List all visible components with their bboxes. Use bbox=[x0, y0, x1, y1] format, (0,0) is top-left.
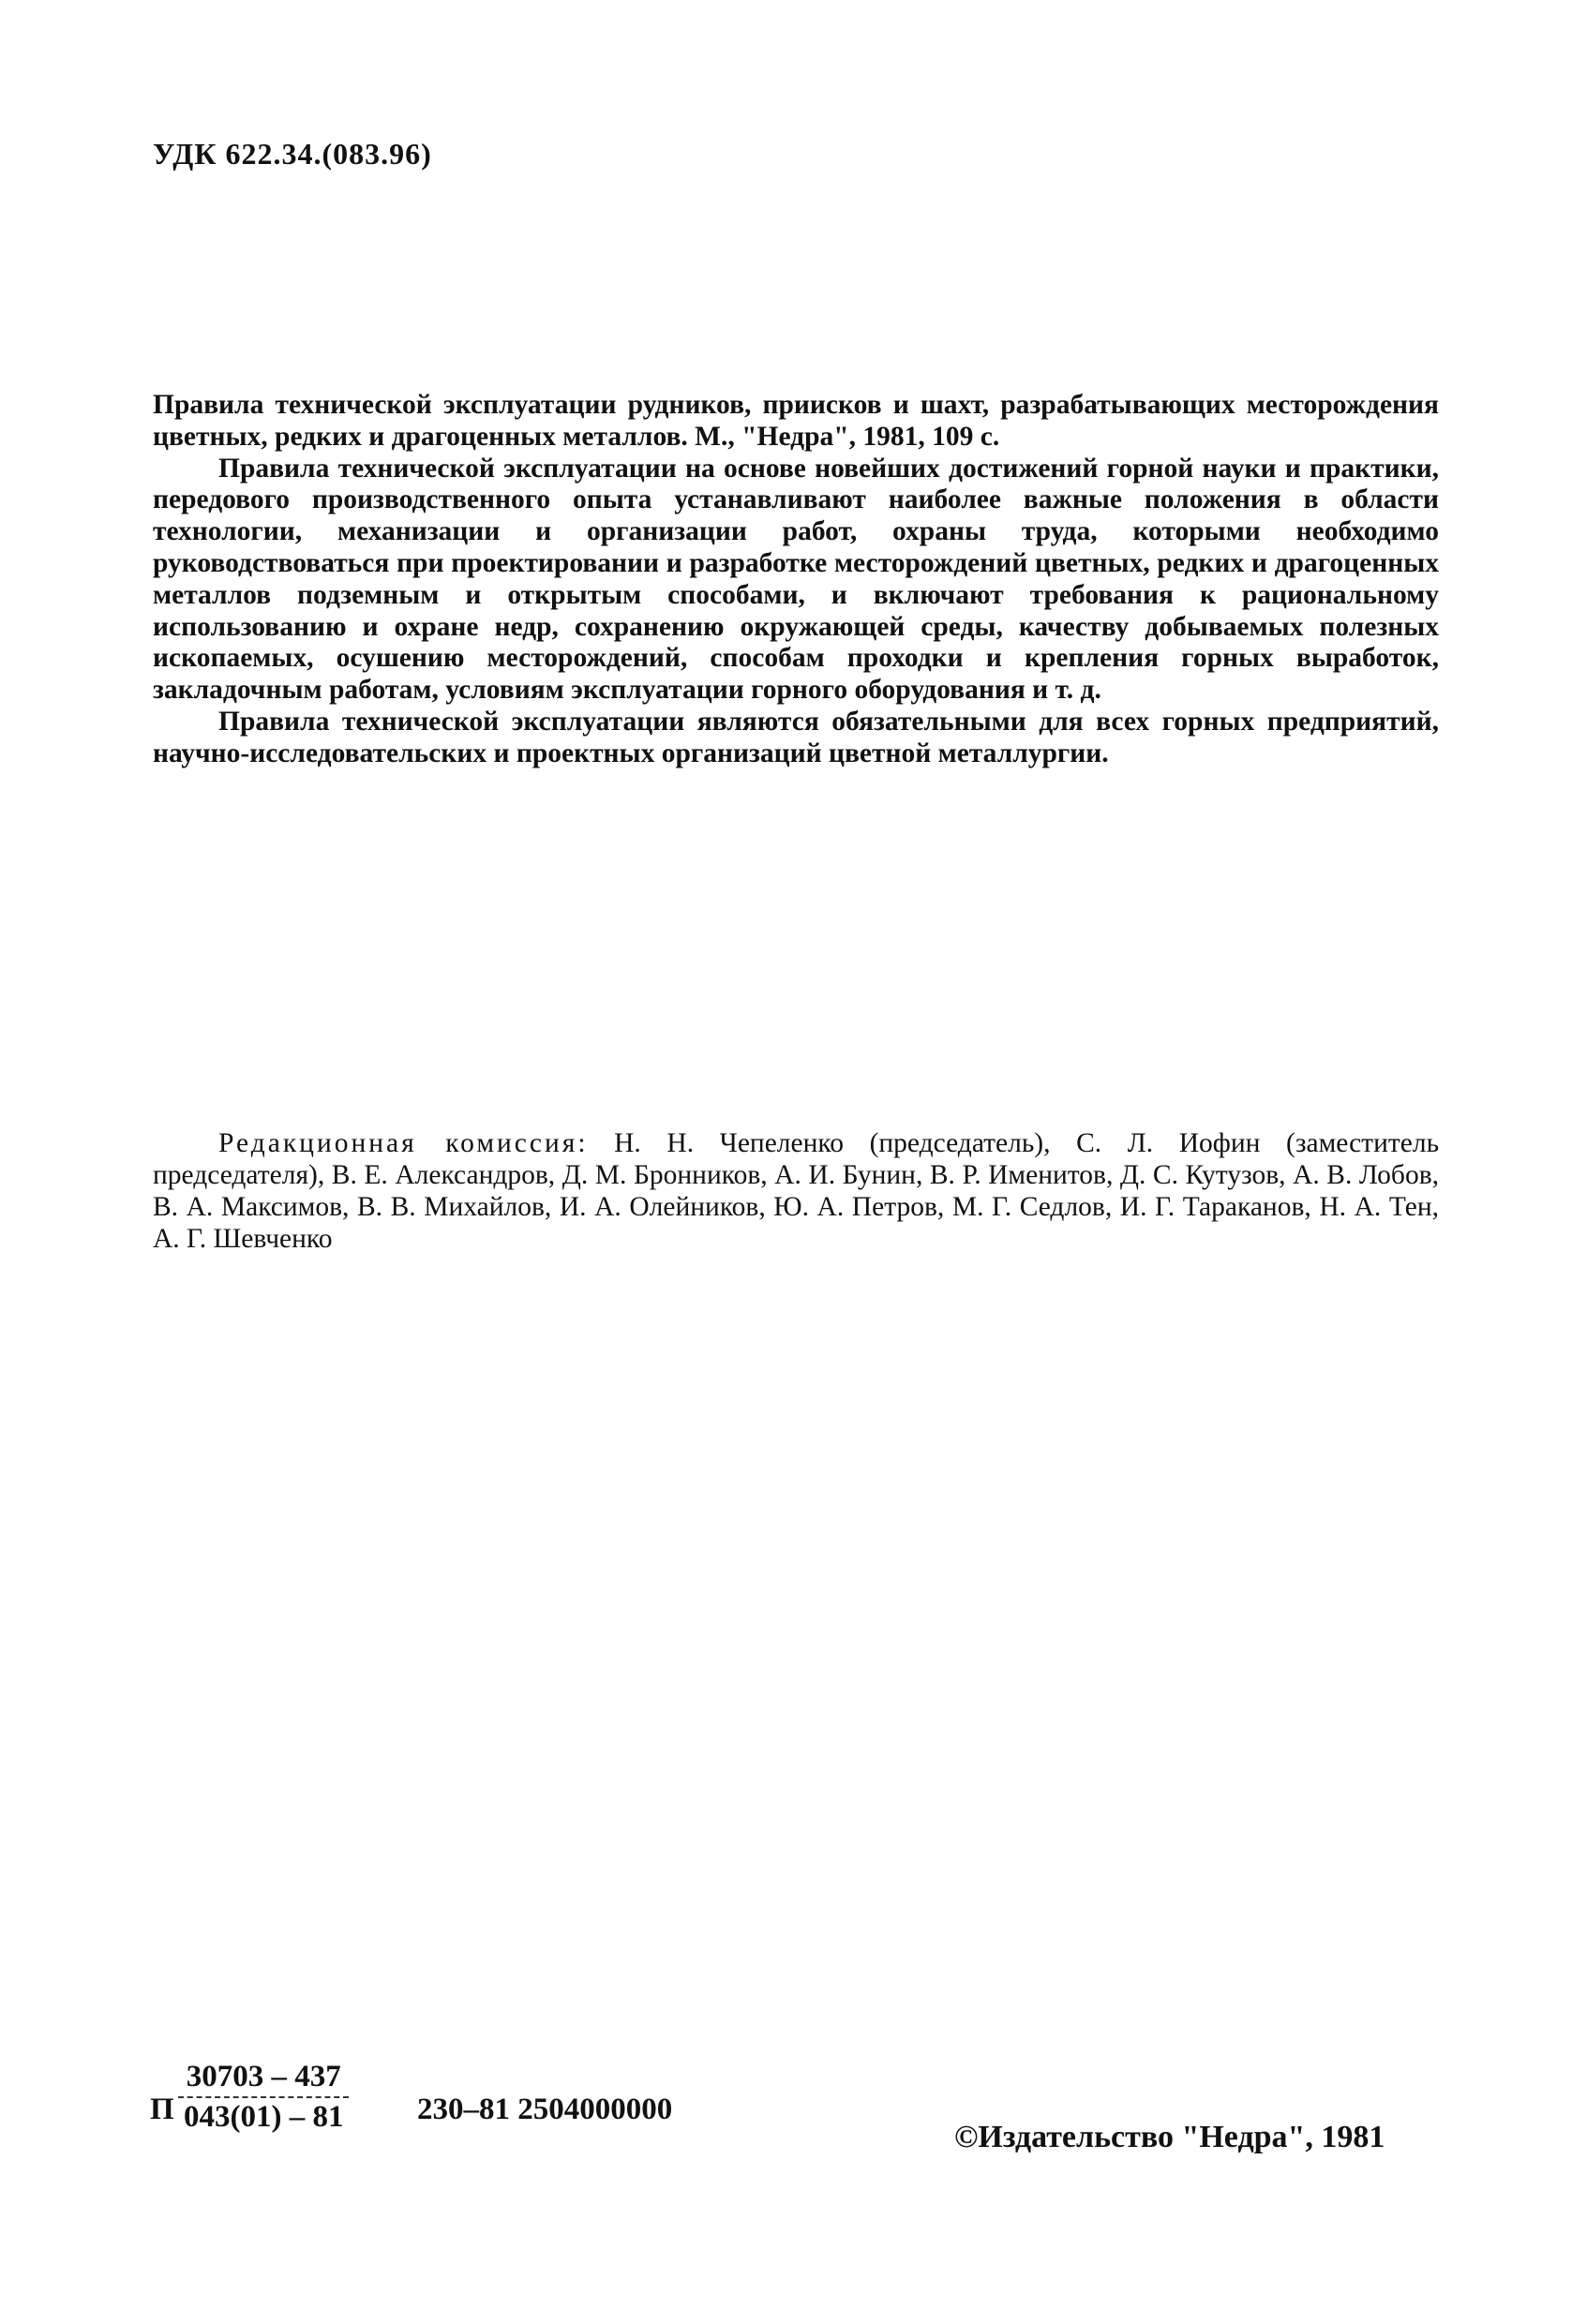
abstract-paragraph-2: Правила технической эксплуатации являются обязательными для всех горных предприятий, научно-исследовательских и проектных организаций цветной металлургии. bbox=[153, 706, 1439, 768]
imprint-letter: П bbox=[150, 2093, 174, 2126]
citation-title-word: Правила bbox=[153, 390, 264, 420]
citation-text: технической эксплуатации рудников, приисков и шахт, разрабатывающих месторождения цветных, редких и драгоценных металлов. М., "Недра", 1981, 109 с. bbox=[153, 390, 1439, 452]
commission-label: Редакционная комиссия: bbox=[218, 1128, 589, 1158]
imprint-code: 230–81 2504000000 bbox=[417, 2093, 673, 2126]
copyright-notice: ©Издательство "Недра", 1981 bbox=[954, 2120, 1385, 2154]
imprint-numerator: 30703 – 437 bbox=[186, 2060, 341, 2093]
commission-members: Н. Н. Чепеленко (председатель), С. Л. Иофин (заместитель председателя), В. Е. Александров, Д. М. Бронников, А. И. Бунин, В. Р. Именитов, Д. С. Кутузов, А. В. Лобов, В. А. Максимов, В. В. Михайлов, И. А. Олейников, Ю. А. Петров, М. Г. Седлов, И. Г. Тараканов, Н. А. Тен, А. Г. Шевченко bbox=[153, 1128, 1440, 1254]
imprint-denominator: 043(01) – 81 bbox=[178, 2096, 349, 2135]
citation-paragraph bbox=[153, 390, 1439, 454]
abstract bbox=[153, 390, 1439, 770]
publication-imprint bbox=[150, 2060, 806, 2163]
editorial-commission bbox=[153, 1127, 1439, 1255]
abstract-paragraph-1: Правила технической эксплуатации на основе новейших достижений горной науки и практики, передового производственного опыта устанавливают наиболее важные положения в области технологии, механизации и организации работ, охраны труда, которыми необходимо руководствоваться при проектировании и разработке месторождений цветных, редких и драгоценных металлов подземным и открытым способами, и включают требования к рациональному использованию и охране недр, сохранению окружающей среды, качеству добываемых полезных ископаемых, осушению месторождений, способам проходки и крепления горных выработок, закладочным работам, условиям эксплуатации горного оборудования и т. д. bbox=[153, 453, 1439, 706]
udk-code: УДК 622.34.(083.96) bbox=[153, 137, 432, 171]
imprint-fraction bbox=[178, 2060, 349, 2135]
